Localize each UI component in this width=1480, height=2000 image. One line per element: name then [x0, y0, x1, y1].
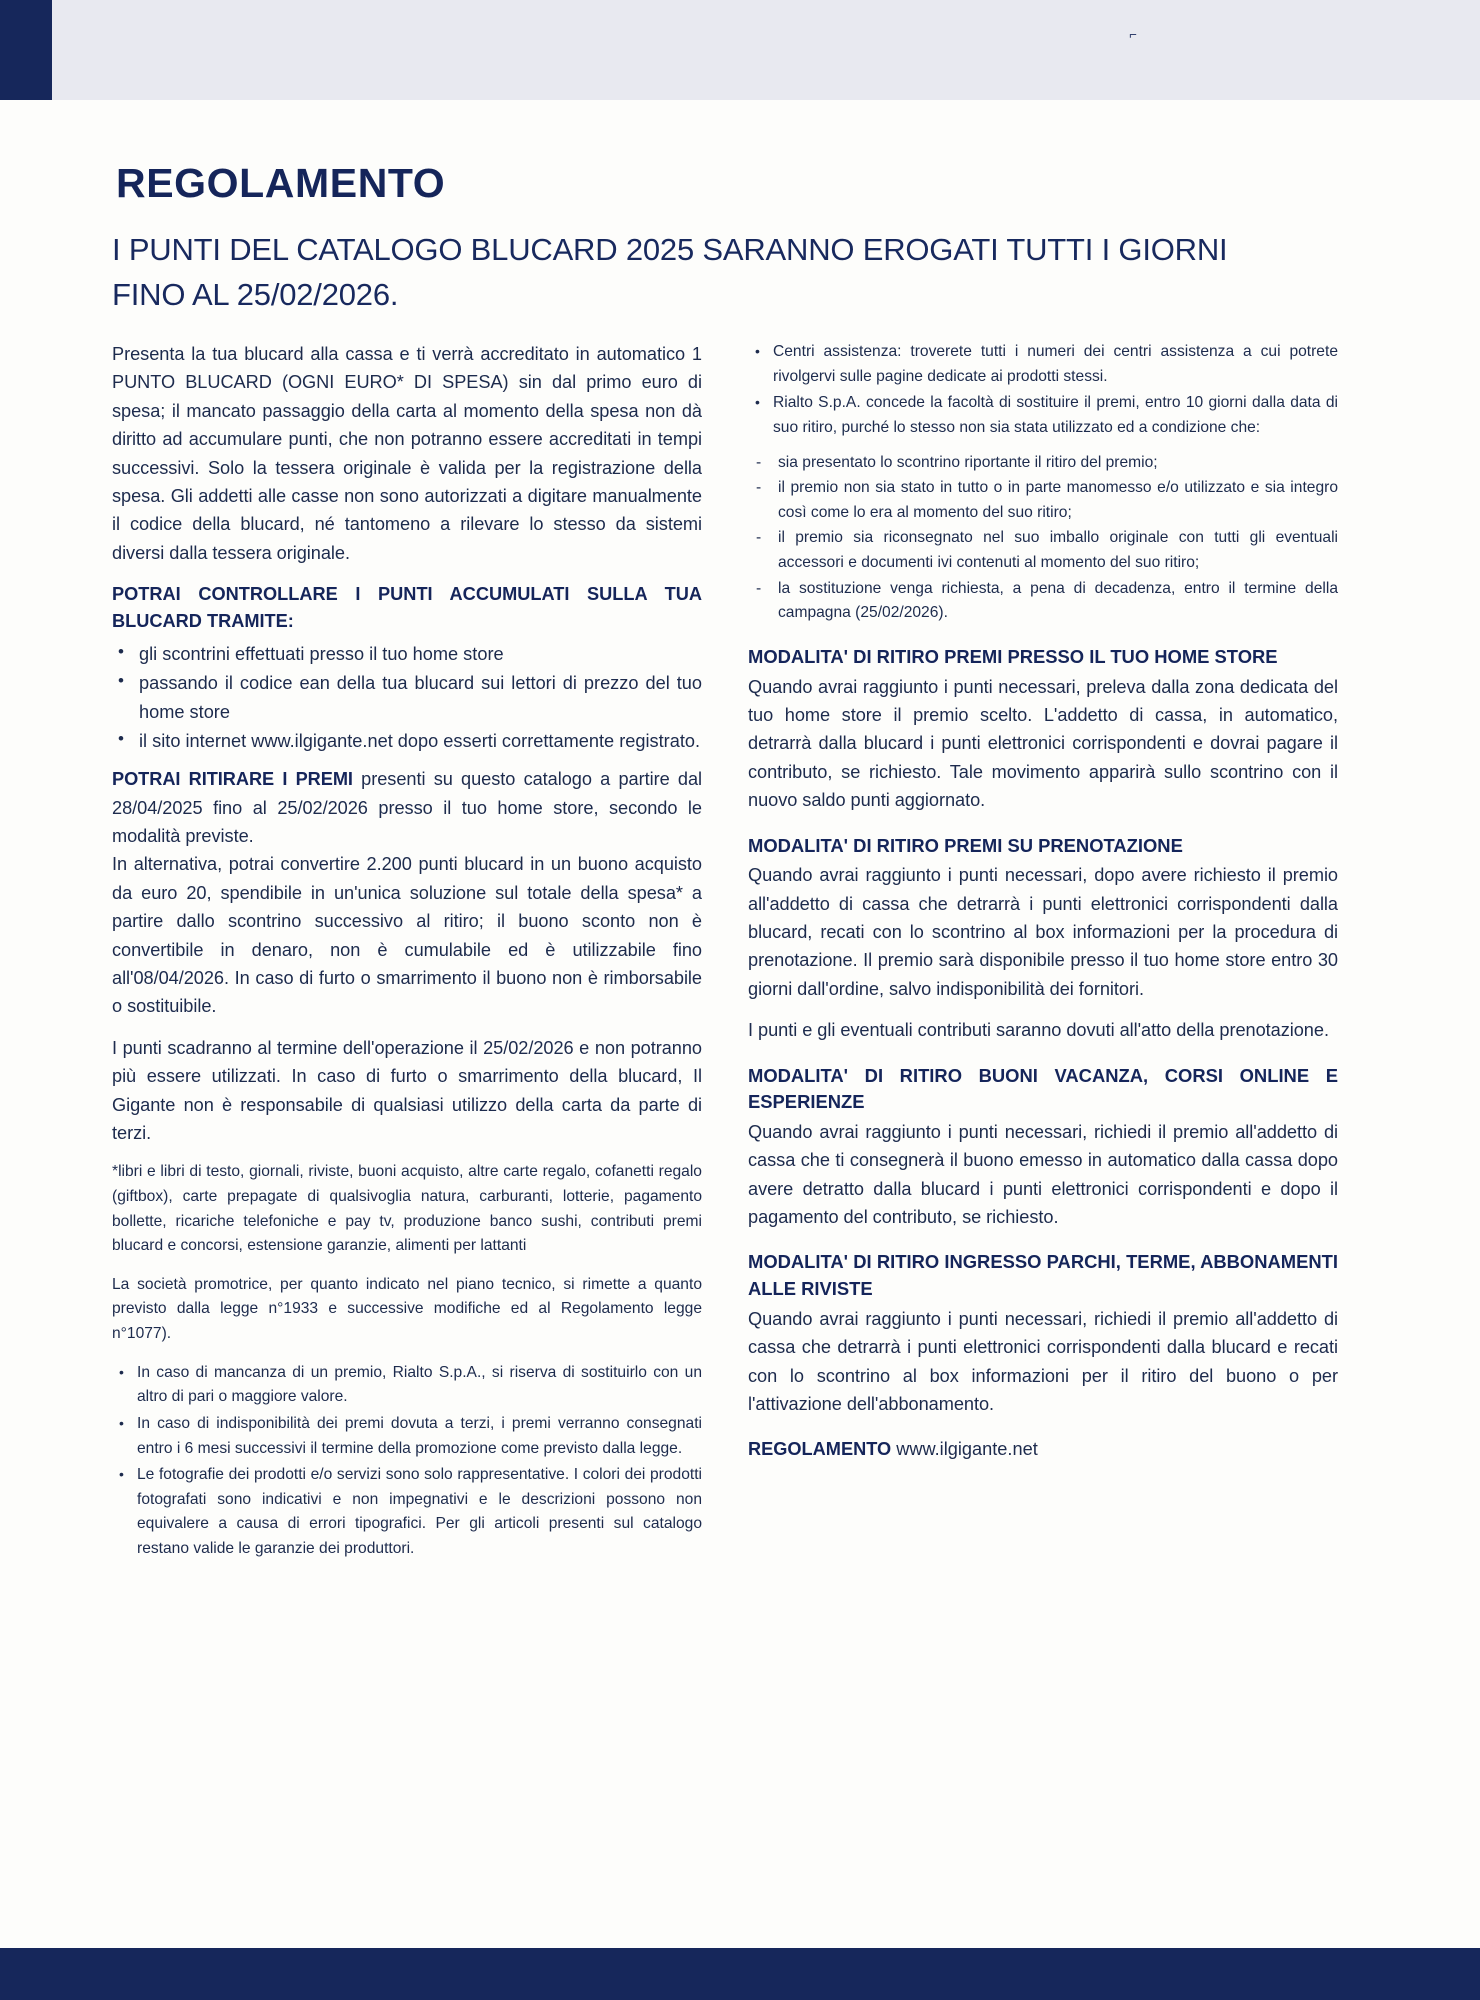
list-item: - il premio non sia stato in tutto o in parte manomesso e/o utilizzato e sia integro così come lo era al momento del suo ritiro; — [748, 476, 1338, 525]
list-item: • Centri assistenza: troverete tutti i numeri dei centri assistenza a cui potrete rivolgervi sulle pagine dedicate ai prodotti stessi. — [748, 340, 1338, 389]
page-title: REGOLAMENTO — [116, 160, 446, 206]
footer-bold-label: REGOLAMENTO — [748, 1439, 892, 1460]
section-title-parchi-terme: MODALITA' DI RITIRO INGRESSO PARCHI, TERME, ABBONAMENTI ALLE RIVISTE — [748, 1251, 1338, 1300]
left-column — [112, 340, 702, 1572]
two-column-layout — [112, 340, 1372, 1572]
footer-website: www.ilgigante.net — [891, 1439, 1038, 1460]
list-item: • In caso di indisponibilità dei premi dovuta a terzi, i premi verranno consegnati entro i 6 mesi successivi il termine della promozione come previsto dalla legge. — [112, 1412, 702, 1461]
section-title-buoni-vacanza: MODALITA' DI RITIRO BUONI VACANZA, CORSI ONLINE E ESPERIENZE — [748, 1064, 1338, 1113]
section-body-home-store: Quando avrai raggiunto i punti necessari, preleva dalla zona dedicata del tuo home store il premio scelto. L'addetto di cassa, in automatico, detrarrà dalla blucard i punti elettronici corrispondenti e dovrai pagare il contributo, se richiesto. Tale movimento apparirà sullo scontrino con il nuovo saldo punti aggiornato. — [748, 676, 1338, 811]
header-accent-block — [0, 0, 52, 100]
right-top-bullet-list — [748, 340, 1338, 441]
list-item: - sia presentato lo scontrino riportante il ritiro del premio; — [748, 451, 1338, 476]
asterisk-note: *libri e libri di testo, giornali, riviste, buoni acquisto, altre carte regalo, cofanetti regalo (giftbox), carte prepagate di qualsivoglia natura, carburanti, lotterie, pagamento bollette, ricariche telefoniche e pay tv, produzione banco sushi, contributi premi blucard e concorsi, estensione garanzie, alimenti per lattanti — [112, 1163, 702, 1255]
list-item: - il premio sia riconsegnato nel suo imballo originale con tutti gli eventuali accessori e documenti ivi contenuti al momento del suo ritiro; — [748, 526, 1338, 575]
list-item: • gli scontrini effettuati presso il tuo home store — [112, 640, 702, 668]
list-item: • In caso di mancanza di un premio, Rialto S.p.A., si riserva di sostituirlo con un altro di pari o maggiore valore. — [112, 1361, 702, 1410]
list-item: • il sito internet www.ilgigante.net dopo esserti correttamente registrato. — [112, 727, 702, 755]
list-item: • Rialto S.p.A. concede la facoltà di sostituire il premi, entro 10 giorni dalla data di suo ritiro, purché lo stesso non sia stata utilizzato ed a condizione che: — [748, 391, 1338, 440]
societa-promotrice-paragraph: La società promotrice, per quanto indicato nel piano tecnico, si rimette a quanto previsto dalla legge n°1933 e successive modifiche ed al Regolamento legge n°1077). — [112, 1275, 702, 1343]
final-bullet-list — [112, 1361, 702, 1562]
corner-mark-icon: ⌐ — [1129, 27, 1137, 42]
condizioni-dash-list — [748, 451, 1338, 626]
page-subtitle: I PUNTI DEL CATALOGO BLUCARD 2025 SARANNO EROGATI TUTTI I GIORNI FINO AL 25/02/2026. — [112, 232, 1228, 312]
punti-contributi-paragraph: I punti e gli eventuali contributi saranno dovuti all'atto della prenotazione. — [748, 1020, 1329, 1041]
controllare-heading: POTRAI CONTROLLARE I PUNTI ACCUMULATI SULLA TUA BLUCARD TRAMITE: — [112, 584, 702, 632]
list-item: - la sostituzione venga richiesta, a pena di decadenza, entro il termine della campagna (25/02/2026). — [748, 577, 1338, 626]
ritirare-rest-text: presenti su questo catalogo a partire dal 28/04/2025 fino al 25/02/2026 presso il tuo home store, secondo le modalità previste. — [112, 769, 702, 847]
document-content — [0, 100, 1480, 1948]
header-band — [0, 0, 1480, 100]
section-body-prenotazione: Quando avrai raggiunto i punti necessari, dopo avere richiesto il premio all'addetto di cassa che detrarrà i punti elettronici corrispondenti dalla blucard, recati con lo scontrino al box informazioni per la procedura di prenotazione. Il premio sarà disponibile presso il tuo home store entro 30 giorni dall'ordine, salvo indisponibilità dei fornitori. — [748, 865, 1338, 999]
alternativa-paragraph: In alternativa, potrai convertire 2.200 punti blucard in un buono acquisto da euro 20, spendibile in un'unica soluzione sul totale della spesa* a partire dallo scontrino successivo al ritiro; il buono sconto non è convertibile in denaro, non è cumulabile ed è utilizzabile fino all'08/04/2026. In caso di furto o smarrimento il buono non è rimborsabile o sostituibile. — [112, 854, 702, 1017]
section-title-home-store: MODALITA' DI RITIRO PREMI PRESSO IL TUO HOME STORE — [748, 645, 1278, 667]
section-body-buoni-vacanza: Quando avrai raggiunto i punti necessari, richiedi il premio all'addetto di cassa che ti consegnerà il buono emesso in automatico dalla cassa dopo avere detratto dalla blucard i punti elettronici corrispondenti e dopo il pagamento del contributo, se richiesto. — [748, 1121, 1338, 1228]
right-column — [748, 340, 1338, 1572]
footer-band — [0, 1948, 1480, 2000]
intro-paragraph: Presenta la tua blucard alla cassa e ti verrà accreditato in automatico 1 PUNTO BLUCARD (OGNI EURO* DI SPESA) sin dal primo euro di spesa; il mancato passaggio della carta al momento della spesa non dà diritto ad accumulare punti, che non potranno essere accreditati in tempi successivi. Solo la tessera originale è valida per la registrazione della spesa. Gli addetti alle casse non sono autorizzati a digitare manualmente il codice della blucard, né tantomeno a rilevare lo stesso da sistemi diversi dalla tessera originale. — [112, 344, 702, 563]
list-item: • passando il codice ean della tua blucard sui lettori di prezzo del tuo home store — [112, 669, 702, 726]
section-title-prenotazione: MODALITA' DI RITIRO PREMI SU PRENOTAZIONE — [748, 834, 1183, 856]
list-item: • Le fotografie dei prodotti e/o servizi sono solo rappresentative. I colori dei prodotti fotografati sono indicativi e non impegnativi e le descrizioni possono non equivalere a causa di errori tipografici. Per gli articoli presenti sul catalogo restano valide le garanzie dei produttori. — [112, 1463, 702, 1562]
section-body-parchi-terme: Quando avrai raggiunto i punti necessari, richiedi il premio all'addetto di cassa che detrarrà i punti elettronici corrispondenti dalla blucard e recati con lo scontrino al box informazioni per il ritiro del buono o per l'attivazione dell'abbonamento. — [748, 1308, 1338, 1415]
scadranno-paragraph: I punti scadranno al termine dell'operazione il 25/02/2026 e non potranno più essere utilizzati. In caso di furto o smarrimento della blucard, Il Gigante non è responsabile di qualsiasi utilizzo della carta da parte di terzi. — [112, 1037, 702, 1143]
controllare-bullet-list — [112, 640, 702, 756]
ritirare-paragraph — [112, 765, 702, 850]
footer-regolamento-line — [748, 1436, 1338, 1463]
ritirare-bold-lead: POTRAI RITIRARE I PREMI — [112, 769, 353, 790]
